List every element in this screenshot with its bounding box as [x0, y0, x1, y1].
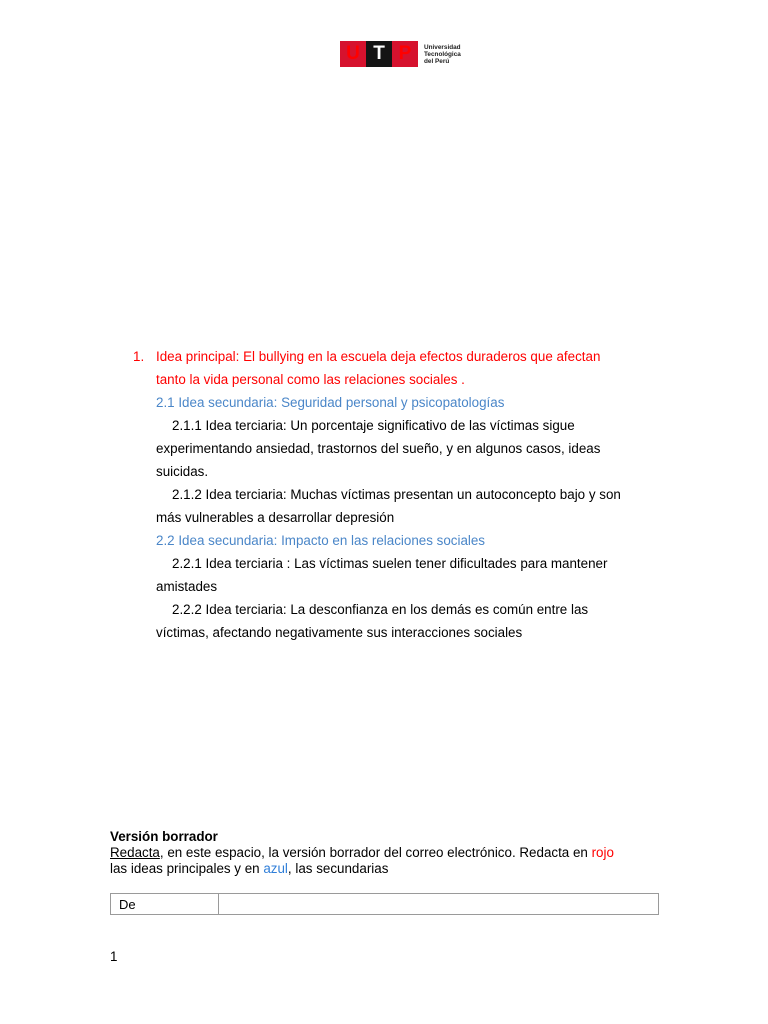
logo-university-name	[424, 44, 461, 65]
draft-text-2: las ideas principales y en	[110, 861, 264, 876]
draft-rojo-word: rojo	[591, 845, 614, 860]
tertiary-idea-222-line-1: 2.2.2 Idea terciaria: La desconfianza en los demás es común entre las	[172, 602, 589, 617]
tertiary-idea-211-line-1: 2.1.1 Idea terciaria: Un porcentaje significativo de las víctimas sigue	[172, 418, 575, 433]
secondary-idea-2: 2.2 Idea secundaria: Impacto en las relaciones sociales	[156, 533, 486, 548]
page-number: 1	[110, 949, 118, 964]
main-idea	[133, 345, 653, 368]
main-idea-number: 1.	[133, 349, 145, 364]
draft-section	[110, 829, 670, 877]
utp-logo	[340, 41, 461, 67]
logo-letter-t: T	[366, 41, 392, 67]
draft-instructions-line-2	[110, 861, 670, 877]
tertiary-idea-221-line-1: 2.2.1 Idea terciaria : Las víctimas suelen tener dificultades para mantener	[172, 556, 608, 571]
draft-title: Versión borrador	[110, 829, 218, 844]
logo-letter-p: P	[392, 41, 418, 67]
draft-text-1: , en este espacio, la versión borrador del correo electrónico. Redacta en	[159, 845, 592, 860]
table-row	[111, 894, 659, 915]
tertiary-idea-212-line-2: más vulnerables a desarrollar depresión	[156, 510, 395, 525]
de-label: De	[111, 894, 219, 915]
de-field[interactable]	[219, 894, 659, 915]
draft-instructions-line-1	[110, 845, 670, 861]
draft-text-3: , las secundarias	[287, 861, 389, 876]
tertiary-idea-221-line-2: amistades	[156, 579, 218, 594]
email-header-table	[110, 893, 659, 915]
logo-letter-u: U	[340, 41, 366, 67]
draft-azul-word: azul	[263, 861, 288, 876]
logo-text-line-3: del Perú	[424, 57, 450, 65]
draft-redacta-word: Redacta	[110, 845, 160, 860]
tertiary-idea-212-line-1: 2.1.2 Idea terciaria: Muchas víctimas presentan un autoconcepto bajo y son	[172, 487, 621, 502]
idea-outline	[133, 345, 653, 644]
tertiary-idea-211-line-3: suicidas.	[156, 464, 209, 479]
main-idea-line-2: tanto la vida personal como las relaciones sociales .	[156, 372, 465, 387]
tertiary-idea-211-line-2: experimentando ansiedad, trastornos del sueño, y en algunos casos, ideas	[156, 441, 601, 456]
main-idea-line-1: Idea principal: El bullying en la escuela deja efectos duraderos que afectan	[156, 349, 601, 364]
logo-text-line-2: Tecnológica	[424, 50, 461, 58]
logo-text-line-1: Universidad	[424, 43, 461, 51]
secondary-idea-1: 2.1 Idea secundaria: Seguridad personal y psicopatologías	[156, 395, 505, 410]
tertiary-idea-222-line-2: víctimas, afectando negativamente sus interacciones sociales	[156, 625, 523, 640]
